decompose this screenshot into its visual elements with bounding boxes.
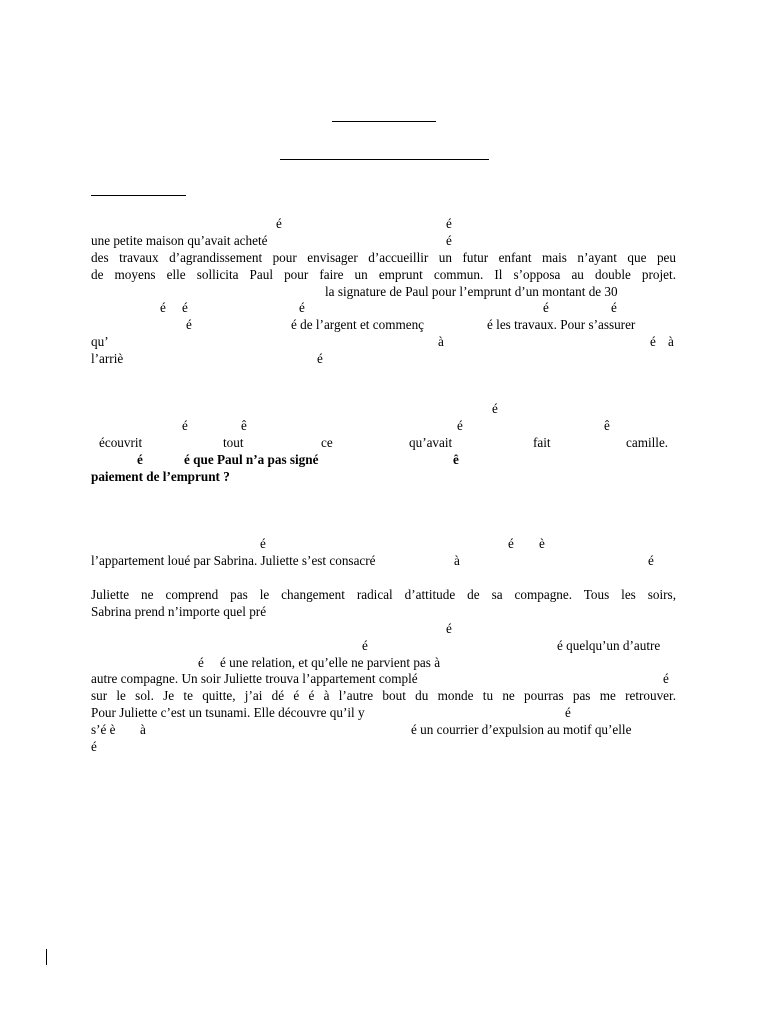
text-fragment: é (446, 233, 452, 248)
text-fragment: tout (223, 435, 244, 450)
text-fragment: é (446, 621, 452, 636)
text-fragment: é un courrier d’expulsion au motif qu’elle (411, 722, 632, 737)
question-fragment: é (137, 452, 143, 467)
text-fragment: é quelqu’un d’autre (557, 638, 661, 653)
text-fragment: qu’avait (409, 435, 453, 450)
text-fragment: é les travaux. Pour s’assurer (487, 317, 636, 332)
subtitle-underline (280, 159, 489, 160)
text-fragment: é (650, 334, 656, 349)
question-line: paiement de l’emprunt ? (91, 469, 230, 484)
text-fragment: à (140, 722, 146, 737)
text-line: sur le sol. Je te quitte, j’ai dé é é à l’autre bout du monde tu ne pourras pas me retrouver. (91, 688, 676, 703)
text-fragment: é (91, 739, 97, 754)
text-fragment: à (438, 334, 444, 349)
text-fragment: é (260, 536, 266, 551)
text-fragment: é (299, 300, 305, 315)
text-fragment: é de l’argent et commenç (291, 317, 425, 332)
text-fragment: écouvrit (99, 435, 143, 450)
text-fragment: é (186, 317, 192, 332)
text-fragment: é (160, 300, 166, 315)
text-fragment: à (454, 553, 460, 568)
text-fragment: é (182, 300, 188, 315)
text-fragment: é (317, 351, 323, 366)
text-line: Juliette ne comprend pas le changement radical d’attitude de sa compagne. Tous les soirs, (91, 587, 676, 602)
text-fragment: é (648, 553, 654, 568)
text-fragment: é (508, 536, 514, 551)
text-fragment: l’arriè (91, 351, 124, 366)
text-fragment: é (198, 655, 204, 670)
text-fragment: é (362, 638, 368, 653)
text-fragment: s’é è (91, 722, 116, 737)
title-underline (332, 121, 436, 122)
text-fragment: camille. (626, 435, 669, 450)
section-heading-underline (91, 195, 186, 196)
text-line: de moyens elle sollicita Paul pour faire un emprunt commun. Il s’opposa au double projet. (91, 267, 676, 282)
text-fragment: é une relation, et qu’elle ne parvient pas à (220, 655, 441, 670)
text-fragment: é (543, 300, 549, 315)
text-fragment: é (446, 216, 452, 231)
question-fragment: ê (453, 452, 459, 467)
text-line: autre compagne. Un soir Juliette trouva l’appartement complé (91, 671, 418, 686)
text-fragment: é (182, 418, 188, 433)
text-line: Sabrina prend n’importe quel pré (91, 604, 267, 619)
text-cursor (46, 949, 47, 965)
text-fragment: é (492, 401, 498, 416)
text-fragment: ce (321, 435, 333, 450)
text-fragment: é (565, 705, 571, 720)
text-fragment: fait (533, 435, 551, 450)
text-line: une petite maison qu’avait acheté (91, 233, 268, 248)
text-fragment: qu’ (91, 334, 109, 349)
text-fragment: é (276, 216, 282, 231)
text-fragment: ê (604, 418, 610, 433)
text-fragment: è (539, 536, 545, 551)
text-line: la signature de Paul pour l’emprunt d’un montant de 30 (325, 284, 618, 299)
text-line: des travaux d’agrandissement pour envisager d’accueillir un futur enfant mais n’ayant que peu (91, 250, 676, 265)
text-fragment: à (668, 334, 674, 349)
text-fragment: ê (241, 418, 247, 433)
question-fragment: é que Paul n’a pas signé (184, 452, 319, 467)
text-line: l’appartement loué par Sabrina. Juliette s’est consacré (91, 553, 376, 568)
text-fragment: é (663, 671, 669, 686)
text-fragment: é (457, 418, 463, 433)
text-fragment: é (611, 300, 617, 315)
text-line: Pour Juliette c’est un tsunami. Elle découvre qu’il y (91, 705, 365, 720)
